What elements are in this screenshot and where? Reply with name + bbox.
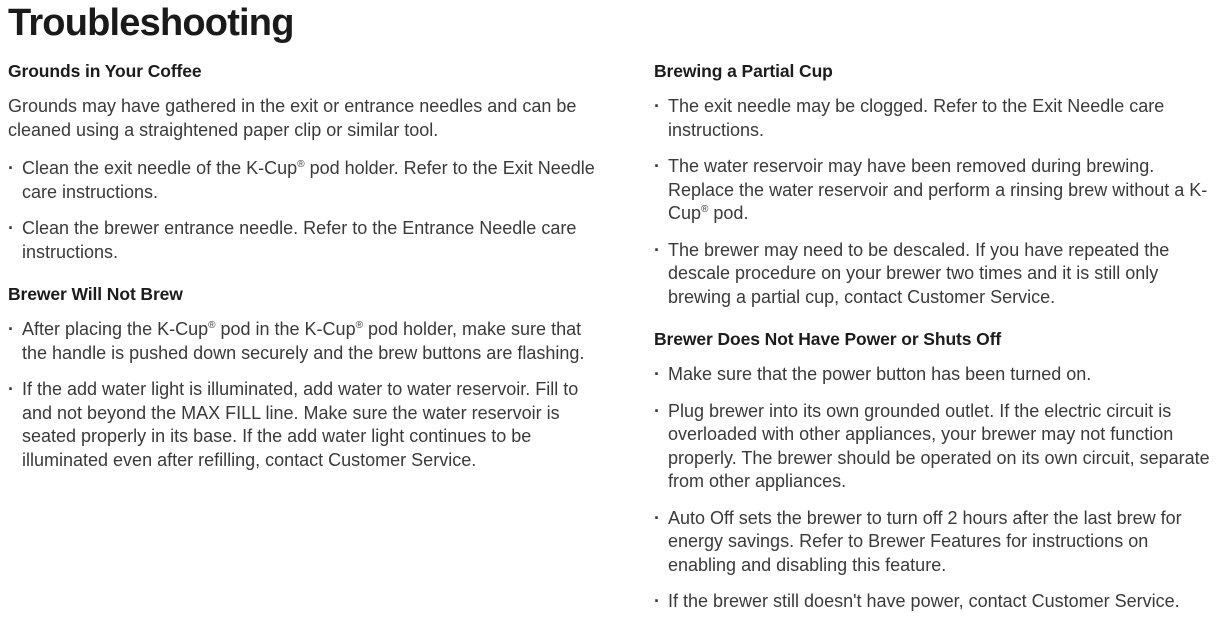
left-column (8, 61, 596, 485)
bullet-text: Clean the brewer entrance needle. Refer to the Entrance Needle care instructions. (22, 218, 577, 262)
bullet-text: The water reservoir may have been removed during brewing. Replace the water reservoir and perform a rinsing brew without a K-Cup® pod. (668, 156, 1208, 223)
section-heading: Brewer Does Not Have Power or Shuts Off (654, 329, 1002, 349)
section-heading: Brewer Will Not Brew (8, 284, 183, 304)
bullet-icon: · (654, 591, 660, 611)
bullet-text: If the brewer still doesn't have power, contact Customer Service. (668, 591, 1180, 611)
list-item (8, 378, 596, 472)
right-column (654, 61, 1214, 627)
bullet-icon: · (8, 218, 14, 238)
bullet-icon: · (8, 158, 14, 178)
bullet-text: After placing the K-Cup® pod in the K-Cup® pod holder, make sure that the handle is pushed down securely and the brew buttons are flashing. (22, 319, 585, 363)
bullet-icon: · (654, 507, 660, 528)
list-item (654, 239, 1214, 310)
bullet-text: Auto Off sets the brewer to turn off 2 hours after the last brew for energy savings. Refer to Brewer Features for instructions on enabling and disabling this feature. (668, 507, 1182, 575)
bullet-list (8, 318, 596, 472)
section-intro: Grounds may have gathered in the exit or entrance needles and can be cleaned using a straightened paper clip or similar tool. (8, 96, 577, 140)
section-grounds-in-your-coffee (8, 61, 596, 264)
bullet-icon: · (8, 319, 14, 339)
bullet-icon: · (654, 96, 660, 116)
bullet-list (654, 95, 1214, 309)
bullet-icon: · (8, 379, 14, 399)
page-title: Troubleshooting (8, 2, 294, 44)
bullet-text: Plug brewer into its own grounded outlet. If the electric circuit is overloaded with other appliances, your brewer may not function properly. The brewer should be operated on its own circuit, separate from other appliances. (668, 400, 1210, 491)
section-heading: Grounds in Your Coffee (8, 61, 202, 81)
bullet-list (8, 157, 596, 264)
list-item (654, 95, 1214, 142)
list-item (654, 400, 1214, 494)
list-item (8, 217, 596, 264)
bullet-text: The exit needle may be clogged. Refer to the Exit Needle care instructions. (668, 96, 1165, 140)
section-brewing-a-partial-cup (654, 61, 1214, 309)
two-column-layout (8, 61, 1214, 627)
list-item (654, 363, 1214, 387)
bullet-text: The brewer may need to be descaled. If you have repeated the descale procedure on your brewer two times and it is still only brewing a partial cup, contact Customer Service. (668, 239, 1170, 307)
list-item (654, 507, 1214, 578)
bullet-text: Make sure that the power button has been turned on. (668, 364, 1092, 384)
bullet-icon: · (654, 364, 660, 384)
bullet-text: If the add water light is illuminated, add water to water reservoir. Fill to and not beyond the MAX FILL line. Make sure the water reservoir is seated properly in its base. If the add water light continues to be illuminated even after refilling, contact Customer Service. (22, 379, 579, 470)
list-item (8, 318, 596, 365)
bullet-list (654, 363, 1214, 614)
list-item (654, 590, 1214, 614)
section-heading: Brewing a Partial Cup (654, 61, 833, 81)
bullet-text: Clean the exit needle of the K-Cup® pod holder. Refer to the Exit Needle care instructions. (22, 158, 595, 202)
section-brewer-will-not-brew (8, 284, 596, 472)
bullet-icon: · (654, 156, 660, 176)
bullet-icon: · (654, 400, 660, 421)
section-brewer-does-not-have-power (654, 329, 1214, 614)
bullet-icon: · (654, 239, 660, 260)
list-item (654, 155, 1214, 226)
list-item (8, 157, 596, 204)
